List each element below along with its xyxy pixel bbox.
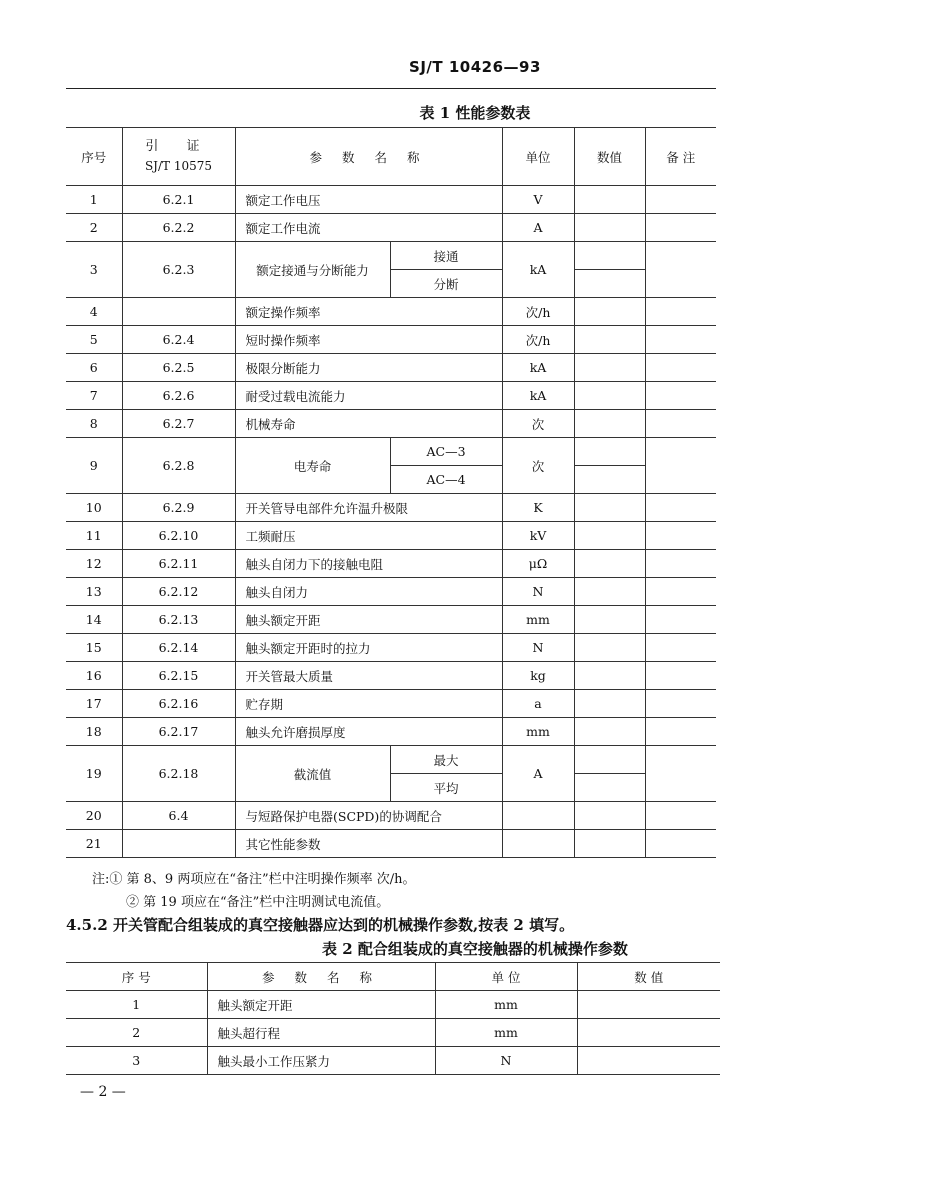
row-value-cell	[574, 690, 645, 718]
table-row	[66, 578, 716, 606]
row-unit	[502, 802, 574, 830]
row-parameter-name: 截流值	[235, 746, 390, 802]
row-unit: mm	[502, 718, 574, 746]
header-rule	[66, 88, 716, 89]
row-sub-parameter: 分断	[390, 270, 502, 298]
row-reference: 6.2.7	[122, 410, 235, 438]
row-parameter-name: 触头自闭力	[235, 578, 502, 606]
row-value-cell	[577, 1047, 720, 1075]
row-value-cell	[574, 578, 645, 606]
row-reference: 6.2.16	[122, 690, 235, 718]
row-index: 2	[66, 1019, 207, 1047]
row-index: 14	[66, 606, 122, 634]
table-row	[66, 242, 716, 270]
row-unit: kg	[502, 662, 574, 690]
row-reference	[122, 830, 235, 858]
row-note-cell	[645, 382, 716, 410]
row-note-cell	[645, 746, 716, 802]
row-reference: 6.2.6	[122, 382, 235, 410]
row-parameter-name: 触头额定开距	[207, 991, 435, 1019]
row-reference: 6.2.14	[122, 634, 235, 662]
table-row	[66, 410, 716, 438]
row-value-cell	[574, 746, 645, 774]
table1-note-1: 注:① 第 8、9 两项应在“备注”栏中注明操作频率 次/h。	[92, 872, 416, 887]
row-unit: 次	[502, 438, 574, 494]
col-header-unit: 单位	[502, 128, 574, 186]
row-sub-parameter: 接通	[390, 242, 502, 270]
row-sub-parameter: AC—4	[390, 466, 502, 494]
row-parameter-name: 其它性能参数	[235, 830, 502, 858]
row-value-cell	[574, 718, 645, 746]
row-value-cell	[574, 662, 645, 690]
row-note-cell	[645, 578, 716, 606]
page-number: — 2 —	[80, 1084, 126, 1100]
row-reference	[122, 298, 235, 326]
t2-col-header-index: 序 号	[66, 963, 207, 991]
row-value-cell	[574, 606, 645, 634]
table-row	[66, 382, 716, 410]
row-value-cell	[574, 410, 645, 438]
row-index: 6	[66, 354, 122, 382]
row-value-cell	[574, 270, 645, 298]
row-index: 4	[66, 298, 122, 326]
row-reference: 6.2.1	[122, 186, 235, 214]
table-row	[66, 802, 716, 830]
row-reference: 6.2.10	[122, 522, 235, 550]
row-note-cell	[645, 606, 716, 634]
row-unit: N	[502, 634, 574, 662]
row-value-cell	[574, 494, 645, 522]
table-row	[66, 634, 716, 662]
row-unit: kA	[502, 382, 574, 410]
row-unit: 次	[502, 410, 574, 438]
table-row	[66, 494, 716, 522]
table-row	[66, 746, 716, 774]
row-reference: 6.2.3	[122, 242, 235, 298]
row-reference: 6.2.15	[122, 662, 235, 690]
row-value-cell	[577, 991, 720, 1019]
row-unit: kA	[502, 354, 574, 382]
table-row	[66, 1047, 720, 1075]
row-note-cell	[645, 438, 716, 494]
row-reference: 6.2.8	[122, 438, 235, 494]
row-parameter-name: 触头超行程	[207, 1019, 435, 1047]
row-note-cell	[645, 186, 716, 214]
row-value-cell	[574, 382, 645, 410]
row-index: 12	[66, 550, 122, 578]
row-unit	[502, 830, 574, 858]
row-value-cell	[574, 802, 645, 830]
row-parameter-name: 触头额定开距	[235, 606, 502, 634]
row-note-cell	[645, 718, 716, 746]
row-reference: 6.2.9	[122, 494, 235, 522]
row-note-cell	[645, 522, 716, 550]
row-unit: 次/h	[502, 298, 574, 326]
row-unit: N	[502, 578, 574, 606]
row-note-cell	[645, 214, 716, 242]
row-note-cell	[645, 354, 716, 382]
row-parameter-name: 与短路保护电器(SCPD)的协调配合	[235, 802, 502, 830]
row-value-cell	[574, 466, 645, 494]
row-index: 8	[66, 410, 122, 438]
row-index: 13	[66, 578, 122, 606]
row-unit: mm	[435, 991, 577, 1019]
row-parameter-name: 额定工作电压	[235, 186, 502, 214]
row-value-cell	[574, 522, 645, 550]
row-parameter-name: 额定工作电流	[235, 214, 502, 242]
row-index: 9	[66, 438, 122, 494]
row-parameter-name: 触头最小工作压紧力	[207, 1047, 435, 1075]
row-index: 10	[66, 494, 122, 522]
row-index: 15	[66, 634, 122, 662]
row-value-cell	[574, 550, 645, 578]
row-parameter-name: 触头允许磨损厚度	[235, 718, 502, 746]
row-index: 17	[66, 690, 122, 718]
row-reference: 6.2.12	[122, 578, 235, 606]
row-parameter-name: 触头额定开距时的拉力	[235, 634, 502, 662]
row-parameter-name: 电寿命	[235, 438, 390, 494]
t2-col-header-value: 数 值	[577, 963, 720, 991]
t2-col-header-unit: 单 位	[435, 963, 577, 991]
row-parameter-name: 额定接通与分断能力	[235, 242, 390, 298]
row-unit: N	[435, 1047, 577, 1075]
row-parameter-name: 贮存期	[235, 690, 502, 718]
row-note-cell	[645, 326, 716, 354]
t2-col-header-param: 参 数 名 称	[207, 963, 435, 991]
table-row	[66, 214, 716, 242]
table-row	[66, 718, 716, 746]
table-row	[66, 326, 716, 354]
row-parameter-name: 工频耐压	[235, 522, 502, 550]
row-value-cell	[577, 1019, 720, 1047]
col-header-note: 备 注	[645, 128, 716, 186]
row-unit: mm	[435, 1019, 577, 1047]
table-row	[66, 438, 716, 466]
ref-header-line1: 引 证	[145, 138, 212, 154]
row-note-cell	[645, 802, 716, 830]
row-index: 3	[66, 1047, 207, 1075]
row-unit: A	[502, 746, 574, 802]
row-sub-parameter: AC—3	[390, 438, 502, 466]
table-row	[66, 298, 716, 326]
row-note-cell	[645, 634, 716, 662]
row-reference: 6.2.2	[122, 214, 235, 242]
row-reference: 6.2.4	[122, 326, 235, 354]
row-index: 18	[66, 718, 122, 746]
row-index: 20	[66, 802, 122, 830]
row-value-cell	[574, 242, 645, 270]
row-index: 16	[66, 662, 122, 690]
row-value-cell	[574, 634, 645, 662]
ref-header-line2: SJ/T 10575	[144, 159, 213, 174]
row-value-cell	[574, 298, 645, 326]
row-unit: a	[502, 690, 574, 718]
row-index: 5	[66, 326, 122, 354]
row-index: 1	[66, 991, 207, 1019]
table-row	[66, 606, 716, 634]
table1-note-2: ② 第 19 项应在“备注”栏中注明测试电流值。	[126, 895, 390, 910]
table-row	[66, 550, 716, 578]
row-reference: 6.2.13	[122, 606, 235, 634]
row-value-cell	[574, 774, 645, 802]
row-note-cell	[645, 494, 716, 522]
table1-caption: 表 1 性能参数表	[419, 104, 531, 122]
row-unit: kA	[502, 242, 574, 298]
col-header-index: 序号	[66, 128, 122, 186]
row-unit: A	[502, 214, 574, 242]
row-unit: mm	[502, 606, 574, 634]
row-index: 3	[66, 242, 122, 298]
row-index: 19	[66, 746, 122, 802]
table-row	[66, 522, 716, 550]
row-sub-parameter: 最大	[390, 746, 502, 774]
table-row	[66, 354, 716, 382]
col-header-value: 数值	[574, 128, 645, 186]
row-reference: 6.2.17	[122, 718, 235, 746]
table-row	[66, 830, 716, 858]
row-unit: 次/h	[502, 326, 574, 354]
row-value-cell	[574, 438, 645, 466]
row-parameter-name: 机械寿命	[235, 410, 502, 438]
row-unit: kV	[502, 522, 574, 550]
row-index: 7	[66, 382, 122, 410]
row-parameter-name: 极限分断能力	[235, 354, 502, 382]
row-parameter-name: 额定操作频率	[235, 298, 502, 326]
table-row	[66, 1019, 720, 1047]
row-note-cell	[645, 410, 716, 438]
performance-parameter-table	[66, 127, 716, 858]
mechanical-operation-table	[66, 962, 720, 1075]
table2-caption: 表 2 配合组装成的真空接触器的机械操作参数	[322, 940, 628, 958]
row-value-cell	[574, 354, 645, 382]
row-index: 21	[66, 830, 122, 858]
row-reference: 6.2.5	[122, 354, 235, 382]
row-note-cell	[645, 662, 716, 690]
row-value-cell	[574, 214, 645, 242]
row-reference: 6.2.18	[122, 746, 235, 802]
table-row	[66, 991, 720, 1019]
table-row	[66, 662, 716, 690]
row-parameter-name: 触头自闭力下的接触电阻	[235, 550, 502, 578]
row-unit: V	[502, 186, 574, 214]
col-header-param: 参 数 名 称	[235, 128, 502, 186]
row-reference: 6.4	[122, 802, 235, 830]
row-note-cell	[645, 298, 716, 326]
row-sub-parameter: 平均	[390, 774, 502, 802]
row-value-cell	[574, 186, 645, 214]
table-row	[66, 690, 716, 718]
row-reference: 6.2.11	[122, 550, 235, 578]
row-index: 11	[66, 522, 122, 550]
table2-header-row	[66, 963, 720, 991]
row-note-cell	[645, 830, 716, 858]
document-code: SJ/T 10426—93	[409, 58, 541, 76]
row-note-cell	[645, 550, 716, 578]
row-unit: K	[502, 494, 574, 522]
row-value-cell	[574, 830, 645, 858]
row-unit: μΩ	[502, 550, 574, 578]
row-parameter-name: 短时操作频率	[235, 326, 502, 354]
row-parameter-name: 开关管最大质量	[235, 662, 502, 690]
col-header-reference	[122, 128, 235, 186]
row-value-cell	[574, 326, 645, 354]
row-index: 2	[66, 214, 122, 242]
table1-header-row	[66, 128, 716, 186]
row-parameter-name: 耐受过载电流能力	[235, 382, 502, 410]
row-note-cell	[645, 242, 716, 298]
row-parameter-name: 开关管导电部件允许温升极限	[235, 494, 502, 522]
table-row	[66, 186, 716, 214]
section-4-5-2: 4.5.2 开关管配合组装成的真空接触器应达到的机械操作参数,按表 2 填写。	[66, 916, 575, 934]
row-note-cell	[645, 690, 716, 718]
row-index: 1	[66, 186, 122, 214]
